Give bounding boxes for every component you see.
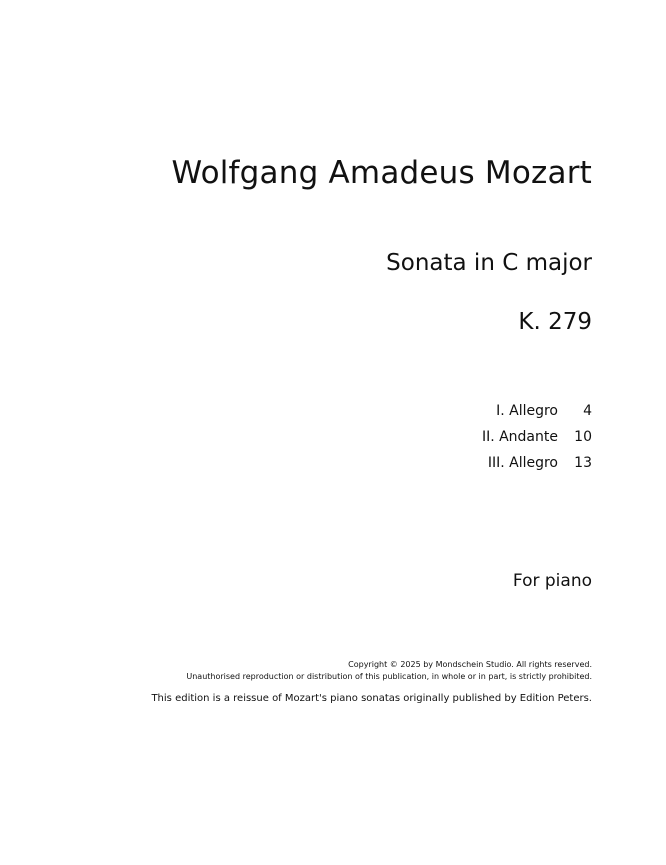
movement-title: III. Allegro — [487, 455, 558, 471]
catalog-number: K. 279 — [518, 309, 592, 335]
reproduction-notice: Unauthorised reproduction or distribution of this publication, in whole or in part, is strictly prohibited. — [186, 672, 592, 681]
movement-title: I. Allegro — [496, 403, 558, 419]
edition-note: This edition is a reissue of Mozart's piano sonatas originally published by Edition Peters. — [151, 693, 592, 704]
instrumentation: For piano — [512, 571, 592, 591]
movement-title: II. Andante — [481, 429, 558, 445]
movement-row — [372, 429, 592, 455]
movement-page-number: 13 — [574, 455, 592, 471]
movement-row — [372, 455, 592, 481]
movement-contents — [372, 403, 592, 481]
work-title: Sonata in C major — [386, 250, 592, 276]
composer-name: Wolfgang Amadeus Mozart — [171, 155, 592, 191]
movement-row — [372, 403, 592, 429]
copyright-notice — [186, 659, 592, 683]
movement-page-number: 4 — [583, 403, 592, 419]
movement-page-number: 10 — [574, 429, 592, 445]
copyright-line: Copyright © 2025 by Mondschein Studio. All rights reserved. — [348, 660, 592, 669]
